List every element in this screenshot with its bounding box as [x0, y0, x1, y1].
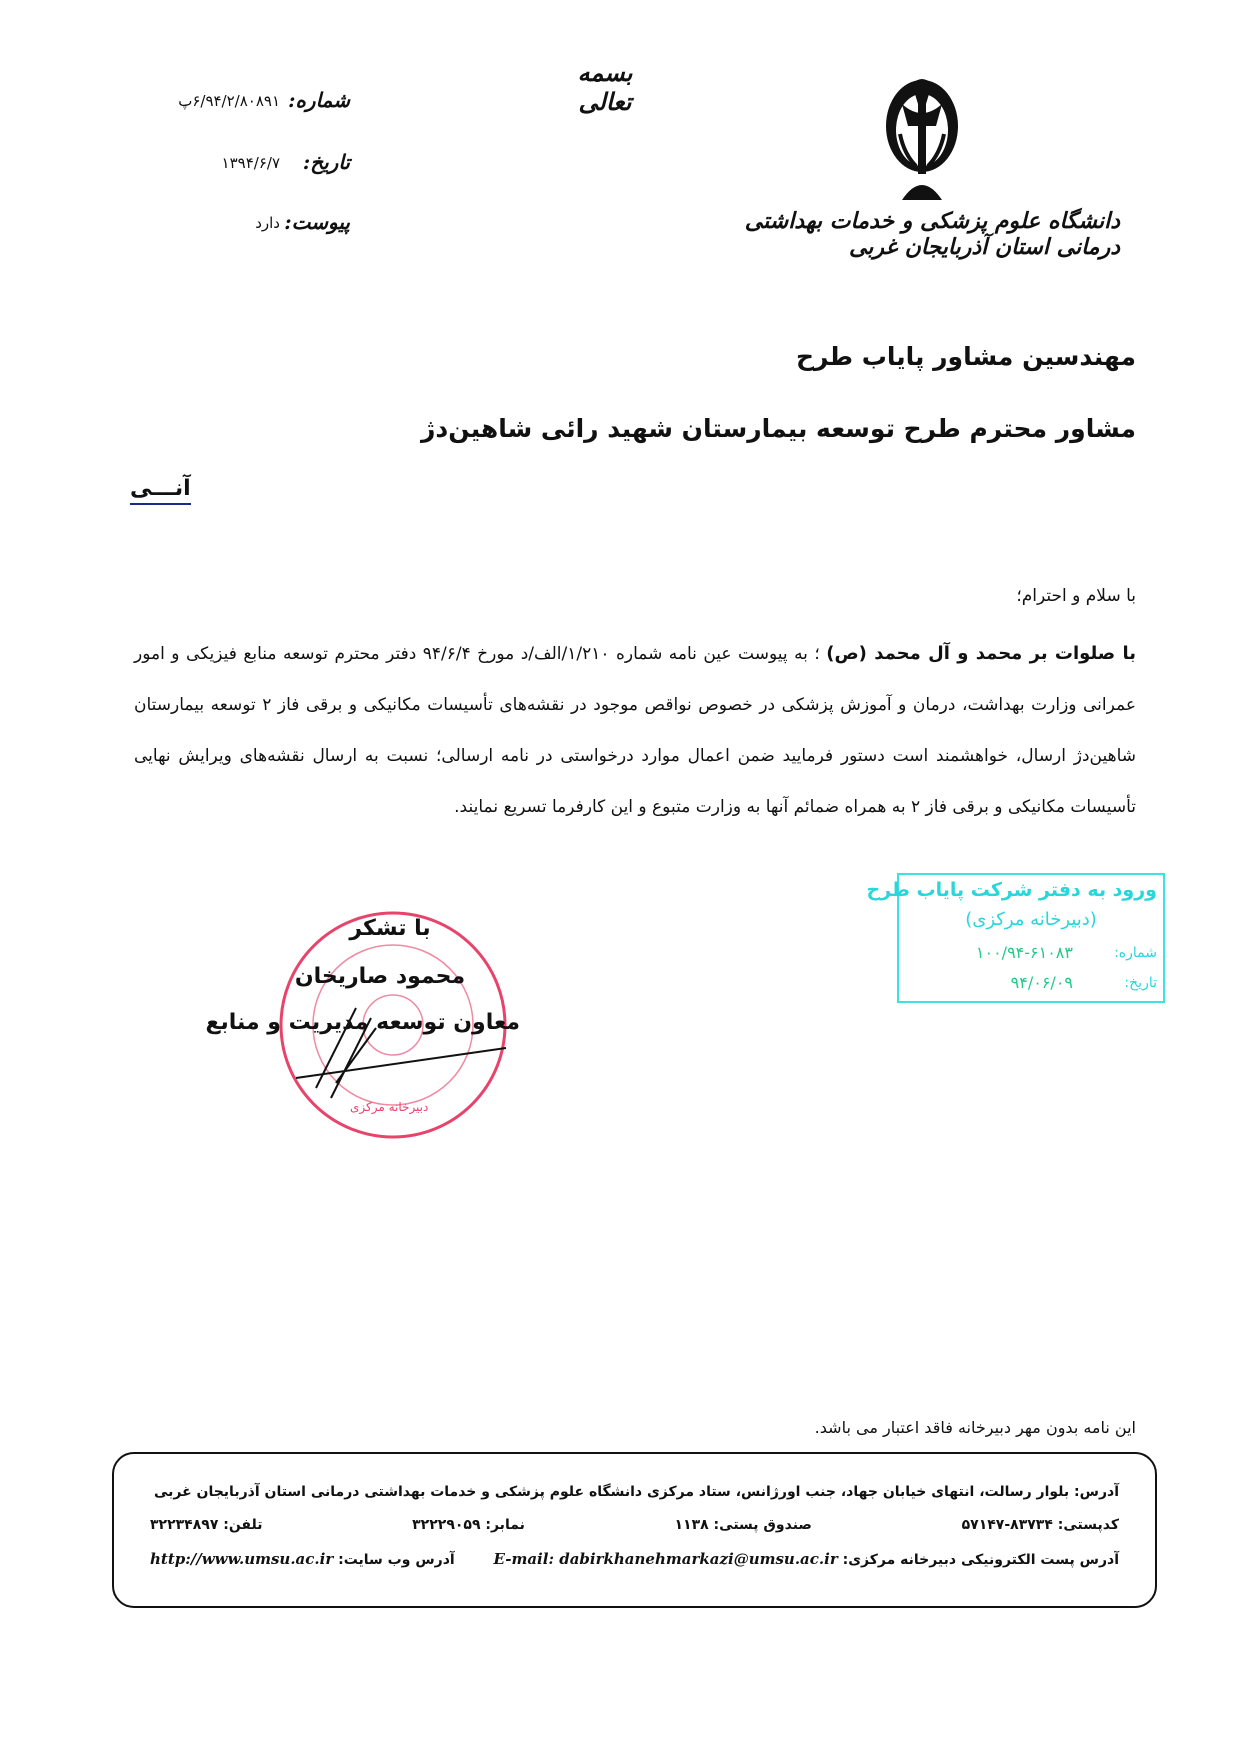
- bismillah-heading: بسمه تعالی: [577, 58, 633, 116]
- stamp-number-label: شماره:: [1114, 945, 1157, 961]
- body-text: ؛ به پیوست عین نامه شماره ۱/۲۱۰/الف/د مورخ ۹۴/۶/۴ دفتر محترم توسعه منابع فیزیکی و امور عمرانی وزارت بهداشت، درمان و آموزش پزشکی در خصوص نواقص موجود در نقشه‌های تأسیسات مکانیکی و برقی فاز ۲ توسعه بیمارستان شاهین‌دژ ارسال، خواهشمند است دستور فرمایید ضمن اعمال موارد درخواستی در نامه ارسالی؛ نسبت به ارسال نقشه‌های ویرایش نهایی تأسیسات مکانیکی و برقی فاز ۲ به همراه ضمائم آنها به وزارت متبوع و این کارفرما تسریع نمایند.: [134, 644, 1136, 817]
- letter-date-value: ۱۳۹۴/۶/۷: [221, 154, 280, 172]
- urgency-label: آنـــی: [130, 476, 191, 505]
- footer-postal-code: کدپستی: ۸۳۷۳۴-۵۷۱۴۷: [961, 1517, 1119, 1533]
- footer-email-label: آدرس پست الکترونیکی دبیرخانه مرکزی:: [842, 1552, 1119, 1568]
- university-name: دانشگاه علوم پزشکی و خدمات بهداشتی درمانی استان آذربایجان غربی: [744, 208, 1120, 260]
- letter-date-row: [150, 150, 350, 180]
- letter-number-row: [150, 88, 350, 118]
- letter-number-value: ۶/۹۴/۲/۸۰۸۹۱پ: [178, 92, 280, 110]
- signatory-title: معاون توسعه مدیریت و منابع: [205, 1010, 520, 1035]
- footer-website-label: آدرس وب سایت:: [338, 1552, 455, 1568]
- footer-numbers-row: [150, 1517, 1119, 1533]
- footer-address: آدرس: بلوار رسالت، انتهای خیابان جهاد، جنب اورژانس، ستاد مرکزی دانشگاه علوم پزشکی و خدمات بهداشتی درمانی استان آذربایجان غربی: [153, 1484, 1119, 1500]
- letter-number-label: شماره:: [288, 88, 350, 112]
- stamp-date-value: ۹۴/۰۶/۰۹: [1010, 973, 1073, 992]
- signatory-name: محمود صاریخان: [294, 964, 466, 989]
- footer-fax: نمابر: ۳۲۲۲۹۰۵۹: [412, 1517, 525, 1533]
- letter-date-label: تاریخ:: [302, 150, 350, 174]
- signature-thanks: با تشکر: [349, 916, 431, 941]
- validity-notice: این نامه بدون مهر دبیرخانه فاقد اعتبار می باشد.: [814, 1418, 1136, 1437]
- footer-phone: تلفن: ۳۲۲۳۴۸۹۷: [150, 1517, 263, 1533]
- seal-text: دبیرخانه مرکزی: [350, 1100, 429, 1114]
- stamp-number-value: ۱۰۰/۹۴-۶۱۰۸۳: [975, 943, 1073, 962]
- attachment-value: دارد: [255, 214, 280, 232]
- addressee-line-2: مشاور محترم طرح توسعه بیمارستان شهید رائی شاهین‌دژ: [420, 414, 1136, 443]
- university-logo-icon: [872, 74, 972, 202]
- footer-web-row: [150, 1550, 1119, 1568]
- addressee-line-1: مهندسین مشاور پایاب طرح: [795, 342, 1136, 371]
- letter-body: [134, 628, 1136, 833]
- attachment-label: پیوست:: [284, 210, 350, 234]
- attachment-row: [150, 210, 350, 240]
- salutation: با صلوات بر محمد و آل محمد (ص): [826, 643, 1137, 664]
- stamp-date-label: تاریخ:: [1124, 975, 1157, 991]
- footer-website[interactable]: http://www.umsu.ac.ir: [150, 1550, 334, 1568]
- footer-email[interactable]: E-mail: dabirkhanehmarkazi@umsu.ac.ir: [493, 1550, 838, 1568]
- footer-po-box: صندوق پستی: ۱۱۳۸: [674, 1517, 812, 1533]
- received-stamp: [866, 873, 1165, 1003]
- greeting: با سلام و احترام؛: [1016, 586, 1136, 606]
- stamp-subtitle: (دبیرخانه مرکزی): [965, 909, 1097, 930]
- footer-contact-box: [112, 1452, 1157, 1608]
- stamp-title: ورود به دفتر شرکت پایاب طرح: [866, 879, 1157, 901]
